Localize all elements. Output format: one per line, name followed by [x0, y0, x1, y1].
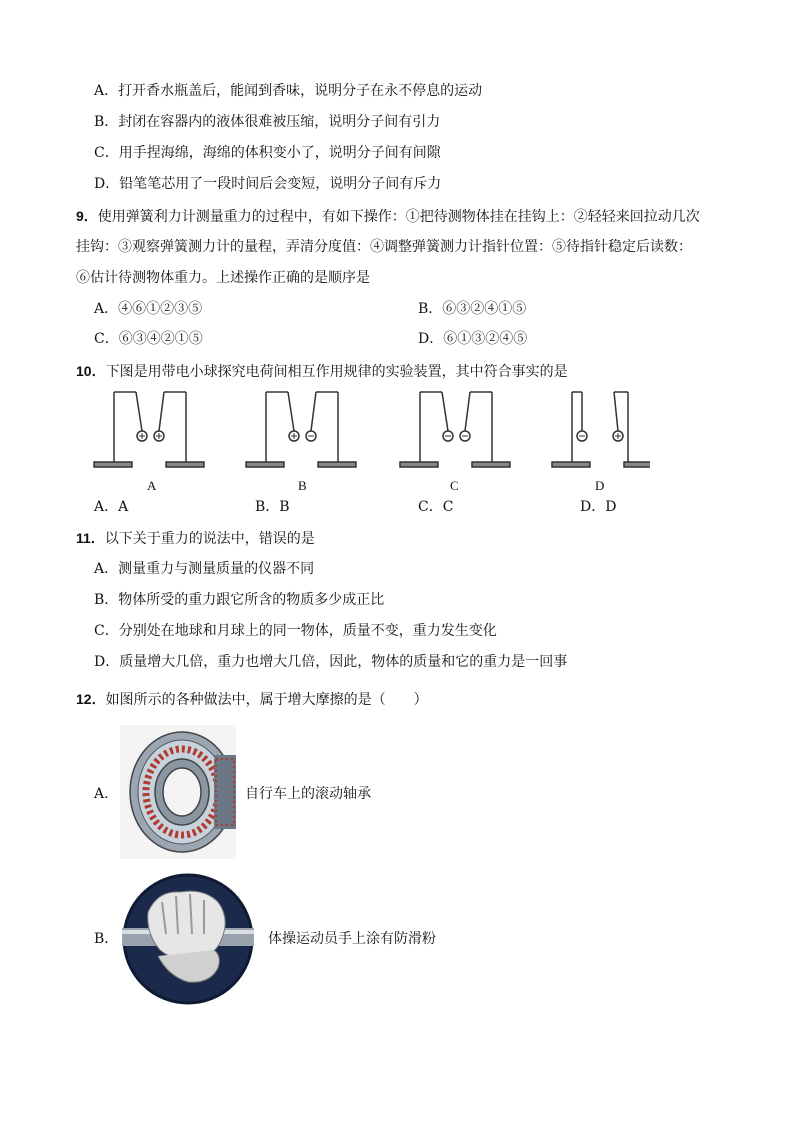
q11-option-d: D．质量增大几倍，重力也增大几倍，因此，物体的质量和它的重力是一回事 [94, 654, 568, 670]
q12-option-b-caption: 体操运动员手上涂有防滑粉 [268, 931, 436, 947]
figure-label-c: C [450, 478, 459, 493]
q10-number: 10． [76, 363, 106, 379]
q12-option-a-letter: A． [94, 786, 119, 802]
bearing-image [120, 725, 236, 859]
q10-text: 下图是用带电小球探究电荷间相互作用规律的实验装置，其中符合事实的是 [105, 364, 568, 380]
figure-label-a: A [147, 478, 157, 493]
q9-option-b: B．⑥③②④①⑤ [418, 301, 527, 317]
q11-option-b: B．物体所受的重力跟它所含的物质多少成正比 [94, 592, 385, 608]
q11-text: 以下关于重力的说法中，错误的是 [104, 531, 315, 547]
q10-option-a: A．A [94, 499, 129, 515]
q12-option-b-letter: B． [94, 931, 119, 947]
q10-option-b: B．B [255, 499, 290, 515]
setup-a [94, 392, 204, 467]
setup-d [552, 392, 650, 467]
gymnast-hand-image [118, 872, 258, 1006]
setup-c [400, 392, 510, 467]
q8-option-d: D．铅笔笔芯用了一段时间后会变短，说明分子间有斥力 [94, 176, 442, 192]
q12-text: 如图所示的各种做法中，属于增大摩擦的是（ ） [105, 692, 428, 708]
q8-option-b: B．封闭在容器内的液体很难被压缩，说明分子间有引力 [94, 114, 441, 130]
q9-stem-line1 [76, 206, 700, 227]
q9-option-c: C．⑥③④②①⑤ [94, 331, 203, 347]
q11-option-a: A．测量重力与测量质量的仪器不同 [94, 561, 315, 577]
q11-option-c: C．分别处在地球和月球上的同一物体，质量不变，重力发生变化 [94, 623, 497, 639]
q10-stem [76, 361, 568, 382]
q9-stem-line3: ⑥估计待测物体重力。上述操作正确的是顺序是 [76, 270, 370, 286]
figure-label-b: B [298, 478, 307, 493]
figure-label-d: D [595, 478, 605, 493]
q11-number: 11． [76, 530, 105, 546]
q12-number: 12． [76, 691, 106, 707]
q9-number: 9． [76, 208, 98, 224]
q12-option-a-caption: 自行车上的滚动轴承 [245, 786, 371, 802]
q11-stem [76, 528, 315, 549]
q8-option-c: C．用手捏海绵，海绵的体积变小了，说明分子间有间隙 [94, 145, 441, 161]
charged-balls-figure [90, 386, 650, 496]
q9-stem-line2: 挂钩：③观察弹簧测力计的量程，弄清分度值：④调整弹簧测力计指针位置：⑤待指针稳定后读数： [76, 239, 692, 255]
q12-stem [76, 689, 428, 710]
q9-option-d: D．⑥①③②④⑤ [418, 331, 528, 347]
q10-option-c: C．C [418, 499, 454, 515]
q8-option-a: A．打开香水瓶盖后，能闻到香味，说明分子在永不停息的运动 [94, 83, 483, 99]
setup-b [246, 392, 356, 467]
q9-text-line1: 使用弹簧利力计测量重力的过程中，有如下操作：①把待测物体挂在挂钩上：②轻轻来回拉动几次 [97, 209, 700, 225]
q9-option-a: A．④⑥①②③⑤ [94, 301, 203, 317]
q10-option-d: D．D [580, 499, 617, 515]
